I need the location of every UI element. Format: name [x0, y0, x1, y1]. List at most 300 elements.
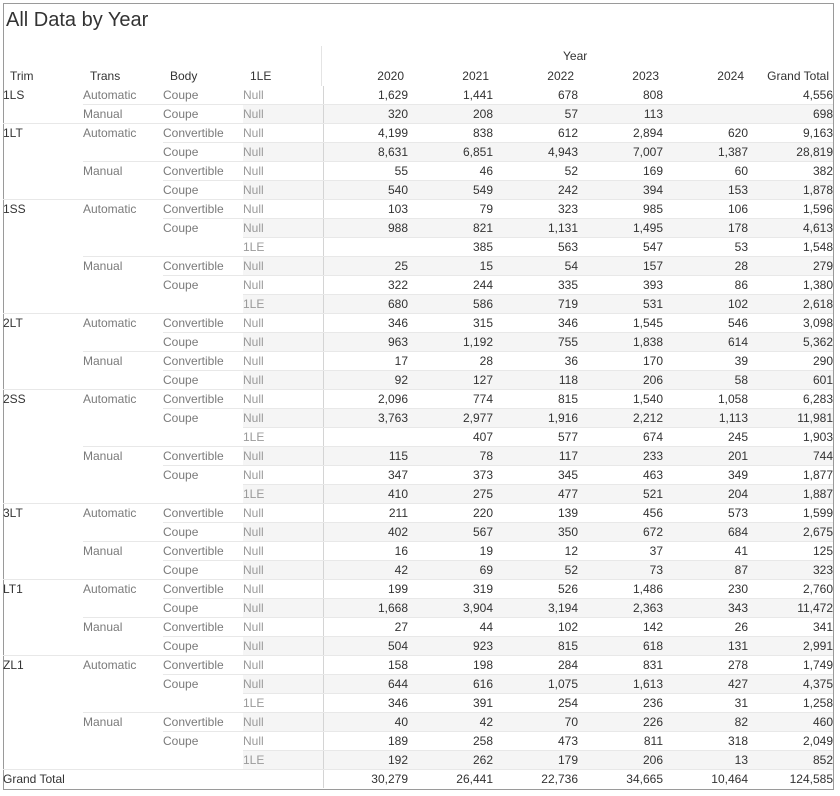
value-cell: 385 [408, 238, 493, 257]
body-cell: Convertible [163, 124, 243, 143]
header-trans: Trans [90, 69, 121, 83]
value-cell: 41 [663, 542, 748, 561]
table-row [3, 200, 833, 219]
value-cell: 477 [493, 485, 578, 504]
le-cell: Null [243, 637, 323, 656]
value-cell: 815 [493, 390, 578, 409]
page-title: All Data by Year [6, 9, 149, 31]
row-total-cell: 3,098 [748, 314, 833, 333]
grand-total-value: 22,736 [493, 770, 578, 789]
trim-cell: ZL1 [3, 656, 83, 770]
trans-cell: Automatic [83, 390, 163, 447]
body-cell: Coupe [163, 523, 243, 542]
row-total-cell: 601 [748, 371, 833, 390]
value-cell: 614 [663, 333, 748, 352]
header-body: Body [170, 69, 198, 83]
value-cell: 3,904 [408, 599, 493, 618]
value-cell: 963 [323, 333, 408, 352]
body-cell: Convertible [163, 200, 243, 219]
value-cell: 320 [323, 105, 408, 124]
value-cell: 254 [493, 694, 578, 713]
value-cell: 350 [493, 523, 578, 542]
table-row [3, 618, 833, 637]
value-cell: 1,916 [493, 409, 578, 428]
value-cell: 170 [578, 352, 663, 371]
row-total-cell: 698 [748, 105, 833, 124]
value-cell: 39 [663, 352, 748, 371]
row-total-cell: 4,556 [748, 86, 833, 105]
row-total-cell: 1,749 [748, 656, 833, 675]
trim-cell: 1SS [3, 200, 83, 314]
value-cell: 1,613 [578, 675, 663, 694]
table-row [3, 580, 833, 599]
value-cell: 586 [408, 295, 493, 314]
trans-cell: Automatic [83, 200, 163, 257]
body-cell: Convertible [163, 713, 243, 732]
le-cell: Null [243, 371, 323, 390]
row-total-cell: 279 [748, 257, 833, 276]
value-cell: 1,131 [493, 219, 578, 238]
body-cell: Coupe [163, 371, 243, 390]
body-cell: Convertible [163, 314, 243, 333]
table-row [3, 447, 833, 466]
value-cell: 169 [578, 162, 663, 181]
row-total-cell: 341 [748, 618, 833, 637]
value-cell: 393 [578, 276, 663, 295]
value-cell: 284 [493, 656, 578, 675]
value-cell: 15 [408, 257, 493, 276]
trans-cell: Automatic [83, 86, 163, 105]
value-cell: 54 [493, 257, 578, 276]
value-cell [323, 238, 408, 257]
value-cell: 1,629 [323, 86, 408, 105]
value-cell: 58 [663, 371, 748, 390]
grand-total-value: 34,665 [578, 770, 663, 789]
le-cell: Null [243, 561, 323, 580]
value-cell: 115 [323, 447, 408, 466]
le-cell: Null [243, 181, 323, 200]
value-cell: 27 [323, 618, 408, 637]
value-cell: 1,540 [578, 390, 663, 409]
value-cell: 42 [323, 561, 408, 580]
row-total-cell: 125 [748, 542, 833, 561]
row-total-cell: 1,548 [748, 238, 833, 257]
value-cell: 37 [578, 542, 663, 561]
value-cell: 526 [493, 580, 578, 599]
value-cell: 28 [408, 352, 493, 371]
value-cell: 346 [493, 314, 578, 333]
value-cell: 208 [408, 105, 493, 124]
value-cell: 60 [663, 162, 748, 181]
row-total-cell: 1,903 [748, 428, 833, 447]
value-cell: 189 [323, 732, 408, 751]
table-row [3, 314, 833, 333]
value-cell: 345 [493, 466, 578, 485]
body-cell: Coupe [163, 409, 243, 447]
le-cell: Null [243, 333, 323, 352]
le-cell: Null [243, 656, 323, 675]
trans-cell: Manual [83, 618, 163, 656]
value-cell: 335 [493, 276, 578, 295]
value-cell: 1,668 [323, 599, 408, 618]
value-cell: 1,838 [578, 333, 663, 352]
value-cell: 394 [578, 181, 663, 200]
body-cell: Coupe [163, 732, 243, 770]
trans-cell: Manual [83, 713, 163, 770]
value-cell: 157 [578, 257, 663, 276]
row-total-cell: 382 [748, 162, 833, 181]
le-cell: Null [243, 618, 323, 637]
value-cell: 4,943 [493, 143, 578, 162]
value-cell: 86 [663, 276, 748, 295]
body-cell: Convertible [163, 390, 243, 409]
value-cell: 318 [663, 732, 748, 751]
value-cell: 347 [323, 466, 408, 485]
value-cell: 988 [323, 219, 408, 238]
value-cell: 220 [408, 504, 493, 523]
body-cell: Coupe [163, 637, 243, 656]
value-cell: 407 [408, 428, 493, 447]
le-cell: Null [243, 523, 323, 542]
value-cell [663, 86, 748, 105]
body-cell: Coupe [163, 105, 243, 124]
table-row [3, 105, 833, 124]
value-cell: 275 [408, 485, 493, 504]
value-cell: 102 [493, 618, 578, 637]
trans-cell: Manual [83, 542, 163, 580]
body-cell: Convertible [163, 447, 243, 466]
body-cell: Coupe [163, 675, 243, 713]
value-cell: 674 [578, 428, 663, 447]
table-row [3, 352, 833, 371]
body-cell: Coupe [163, 561, 243, 580]
le-cell: Null [243, 276, 323, 295]
value-cell: 8,631 [323, 143, 408, 162]
le-cell: Null [243, 257, 323, 276]
trim-cell: 2LT [3, 314, 83, 390]
header-divider [321, 46, 322, 86]
value-cell: 103 [323, 200, 408, 219]
value-cell: 55 [323, 162, 408, 181]
value-cell: 3,763 [323, 409, 408, 428]
value-cell: 12 [493, 542, 578, 561]
value-cell: 102 [663, 295, 748, 314]
le-cell: Null [243, 352, 323, 371]
row-total-cell: 744 [748, 447, 833, 466]
value-cell: 226 [578, 713, 663, 732]
value-cell: 618 [578, 637, 663, 656]
body-cell: Convertible [163, 656, 243, 675]
value-cell: 2,977 [408, 409, 493, 428]
table-row [3, 542, 833, 561]
value-cell: 322 [323, 276, 408, 295]
grand-total-value: 26,441 [408, 770, 493, 789]
row-total-cell: 2,991 [748, 637, 833, 656]
value-cell: 616 [408, 675, 493, 694]
le-cell: Null [243, 599, 323, 618]
header-year-2024: 2024 [717, 69, 744, 83]
value-cell: 40 [323, 713, 408, 732]
value-cell: 69 [408, 561, 493, 580]
table-row [3, 257, 833, 276]
value-cell: 78 [408, 447, 493, 466]
value-cell: 204 [663, 485, 748, 504]
body-cell: Convertible [163, 580, 243, 599]
value-cell: 139 [493, 504, 578, 523]
row-total-cell: 2,760 [748, 580, 833, 599]
body-cell: Coupe [163, 143, 243, 162]
le-cell: Null [243, 200, 323, 219]
value-cell: 46 [408, 162, 493, 181]
value-cell: 1,192 [408, 333, 493, 352]
value-cell: 192 [323, 751, 408, 770]
row-total-cell: 4,375 [748, 675, 833, 694]
le-cell: Null [243, 542, 323, 561]
body-cell: Convertible [163, 542, 243, 561]
table-row [3, 656, 833, 675]
trans-cell: Automatic [83, 124, 163, 162]
value-cell: 1,075 [493, 675, 578, 694]
value-cell: 1,387 [663, 143, 748, 162]
le-cell: Null [243, 447, 323, 466]
value-cell: 206 [578, 371, 663, 390]
value-cell: 620 [663, 124, 748, 143]
grand-total-value: 10,464 [663, 770, 748, 789]
le-cell: Null [243, 105, 323, 124]
value-cell: 211 [323, 504, 408, 523]
row-total-cell: 4,613 [748, 219, 833, 238]
value-cell: 6,851 [408, 143, 493, 162]
value-cell: 473 [493, 732, 578, 751]
value-cell: 52 [493, 561, 578, 580]
value-cell: 198 [408, 656, 493, 675]
value-cell: 201 [663, 447, 748, 466]
value-cell: 106 [663, 200, 748, 219]
body-cell: Convertible [163, 504, 243, 523]
le-cell: Null [243, 390, 323, 409]
value-cell: 131 [663, 637, 748, 656]
value-cell: 127 [408, 371, 493, 390]
value-cell: 117 [493, 447, 578, 466]
trans-cell: Manual [83, 257, 163, 314]
value-cell: 1,058 [663, 390, 748, 409]
value-cell: 179 [493, 751, 578, 770]
value-cell: 427 [663, 675, 748, 694]
le-cell: Null [243, 409, 323, 428]
value-cell: 567 [408, 523, 493, 542]
value-cell: 2,363 [578, 599, 663, 618]
value-cell: 402 [323, 523, 408, 542]
header-year-2021: 2021 [462, 69, 489, 83]
value-cell: 92 [323, 371, 408, 390]
value-cell: 346 [323, 694, 408, 713]
value-cell: 811 [578, 732, 663, 751]
le-cell: Null [243, 143, 323, 162]
row-total-cell: 6,283 [748, 390, 833, 409]
le-cell: Null [243, 314, 323, 333]
table-row [3, 390, 833, 409]
header-trim: Trim [10, 69, 34, 83]
header-year-2022: 2022 [547, 69, 574, 83]
row-total-cell: 1,596 [748, 200, 833, 219]
value-cell: 678 [493, 86, 578, 105]
table-row [3, 124, 833, 143]
row-total-cell: 2,675 [748, 523, 833, 542]
trans-cell: Automatic [83, 314, 163, 352]
table-row [3, 86, 833, 105]
value-cell: 4,199 [323, 124, 408, 143]
table-row [3, 162, 833, 181]
le-cell: Null [243, 504, 323, 523]
value-cell: 1,495 [578, 219, 663, 238]
table-row [3, 504, 833, 523]
value-cell: 573 [663, 504, 748, 523]
body-cell: Coupe [163, 219, 243, 257]
value-cell: 315 [408, 314, 493, 333]
row-total-cell: 1,599 [748, 504, 833, 523]
le-cell: Null [243, 162, 323, 181]
body-cell: Coupe [163, 466, 243, 504]
value-cell: 42 [408, 713, 493, 732]
value-cell: 531 [578, 295, 663, 314]
value-cell: 70 [493, 713, 578, 732]
value-cell: 242 [493, 181, 578, 200]
value-cell: 521 [578, 485, 663, 504]
row-total-cell: 1,878 [748, 181, 833, 200]
value-cell: 821 [408, 219, 493, 238]
value-cell: 343 [663, 599, 748, 618]
row-total-cell: 290 [748, 352, 833, 371]
value-cell: 2,096 [323, 390, 408, 409]
value-cell: 16 [323, 542, 408, 561]
trans-cell: Automatic [83, 580, 163, 618]
value-cell: 838 [408, 124, 493, 143]
value-cell: 504 [323, 637, 408, 656]
value-cell: 158 [323, 656, 408, 675]
row-total-cell: 28,819 [748, 143, 833, 162]
le-cell: 1LE [243, 694, 323, 713]
value-cell: 17 [323, 352, 408, 371]
value-cell: 44 [408, 618, 493, 637]
row-total-cell: 11,472 [748, 599, 833, 618]
header-grand-total: Grand Total [767, 69, 829, 83]
value-cell: 755 [493, 333, 578, 352]
value-cell: 774 [408, 390, 493, 409]
value-cell: 391 [408, 694, 493, 713]
value-cell: 3,194 [493, 599, 578, 618]
value-cell: 463 [578, 466, 663, 485]
value-cell: 206 [578, 751, 663, 770]
trans-cell: Manual [83, 447, 163, 504]
le-cell: 1LE [243, 485, 323, 504]
value-cell: 831 [578, 656, 663, 675]
value-cell: 26 [663, 618, 748, 637]
value-cell: 230 [663, 580, 748, 599]
body-cell: Coupe [163, 181, 243, 200]
row-total-cell: 1,887 [748, 485, 833, 504]
grand-total-label: Grand Total [3, 770, 323, 789]
value-cell: 672 [578, 523, 663, 542]
value-cell [663, 105, 748, 124]
le-cell: Null [243, 580, 323, 599]
row-total-cell: 852 [748, 751, 833, 770]
body-cell: Convertible [163, 162, 243, 181]
value-cell: 153 [663, 181, 748, 200]
trim-cell: 2SS [3, 390, 83, 504]
value-cell: 28 [663, 257, 748, 276]
table-row [3, 713, 833, 732]
grand-total-value: 30,279 [323, 770, 408, 789]
value-cell: 644 [323, 675, 408, 694]
value-cell: 547 [578, 238, 663, 257]
body-cell: Convertible [163, 257, 243, 276]
le-cell: 1LE [243, 428, 323, 447]
value-cell: 19 [408, 542, 493, 561]
value-cell: 244 [408, 276, 493, 295]
value-cell: 456 [578, 504, 663, 523]
trans-cell: Manual [83, 105, 163, 124]
row-total-cell: 5,362 [748, 333, 833, 352]
value-cell: 719 [493, 295, 578, 314]
value-cell: 1,441 [408, 86, 493, 105]
header-1le: 1LE [250, 69, 272, 83]
le-cell: Null [243, 124, 323, 143]
value-cell: 349 [663, 466, 748, 485]
value-cell: 79 [408, 200, 493, 219]
value-cell: 178 [663, 219, 748, 238]
le-cell: Null [243, 732, 323, 751]
trans-cell: Manual [83, 162, 163, 200]
le-cell: Null [243, 86, 323, 105]
le-cell: 1LE [243, 238, 323, 257]
value-cell: 278 [663, 656, 748, 675]
row-total-cell: 1,877 [748, 466, 833, 485]
header-year-2023: 2023 [632, 69, 659, 83]
value-cell: 262 [408, 751, 493, 770]
data-table [3, 86, 833, 788]
value-cell: 680 [323, 295, 408, 314]
row-total-cell: 2,049 [748, 732, 833, 751]
value-cell: 13 [663, 751, 748, 770]
le-cell: 1LE [243, 751, 323, 770]
value-cell: 323 [493, 200, 578, 219]
value-cell: 563 [493, 238, 578, 257]
le-cell: 1LE [243, 295, 323, 314]
body-cell: Coupe [163, 333, 243, 352]
value-cell: 808 [578, 86, 663, 105]
body-cell: Coupe [163, 86, 243, 105]
value-cell: 113 [578, 105, 663, 124]
row-total-cell: 9,163 [748, 124, 833, 143]
trans-cell: Automatic [83, 656, 163, 713]
grand-total-overall: 124,585 [748, 770, 833, 789]
year-group-header: Year [563, 49, 588, 63]
value-cell: 25 [323, 257, 408, 276]
value-cell: 36 [493, 352, 578, 371]
trans-cell: Automatic [83, 504, 163, 542]
le-cell: Null [243, 466, 323, 485]
value-cell: 373 [408, 466, 493, 485]
value-cell: 2,212 [578, 409, 663, 428]
value-cell: 346 [323, 314, 408, 333]
trim-cell: LT1 [3, 580, 83, 656]
value-cell: 31 [663, 694, 748, 713]
value-cell: 612 [493, 124, 578, 143]
value-cell: 1,545 [578, 314, 663, 333]
trim-cell: 3LT [3, 504, 83, 580]
value-cell: 53 [663, 238, 748, 257]
value-cell: 199 [323, 580, 408, 599]
